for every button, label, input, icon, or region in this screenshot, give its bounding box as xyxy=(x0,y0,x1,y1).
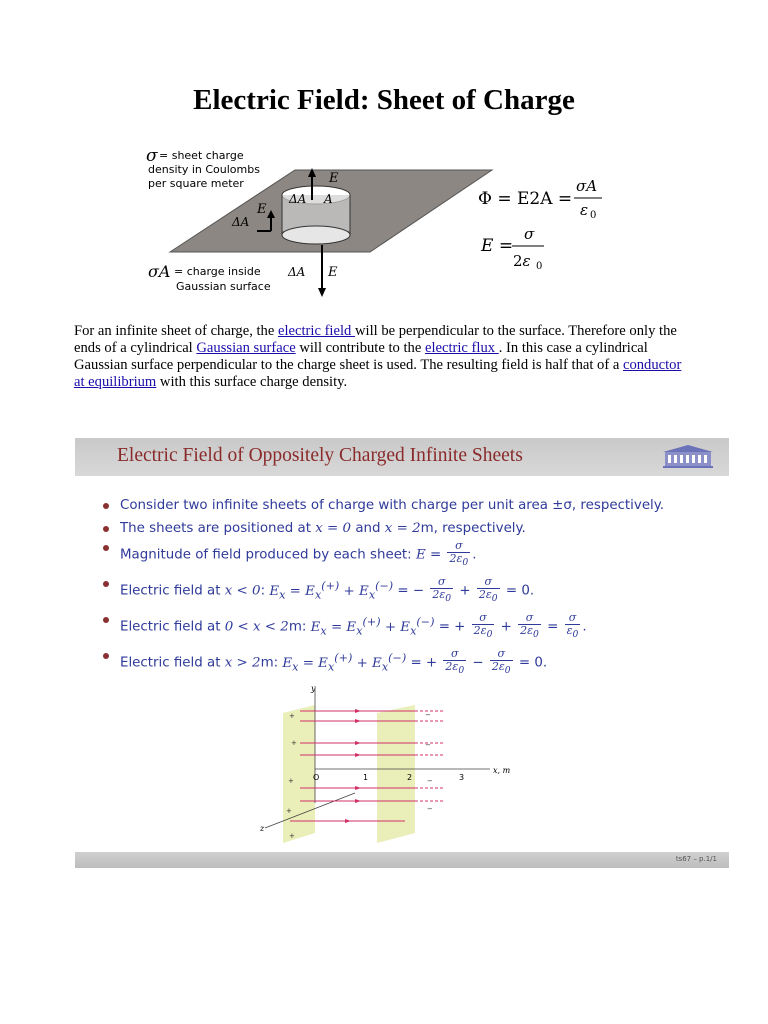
svg-text:−: − xyxy=(425,741,431,749)
cylinder-bottom xyxy=(282,226,350,244)
svg-text:2ε: 2ε xyxy=(513,252,531,270)
flux-equation: Φ = E2A = xyxy=(478,189,573,209)
svg-text:σ: σ xyxy=(524,225,535,243)
bullet-3: Magnitude of field produced by each sheet: E = $\frac{\sigma}{2\varepsilon_0}$ . xyxy=(120,539,477,569)
positive-sheet xyxy=(283,705,315,843)
svg-text:Gaussian surface: Gaussian surface xyxy=(176,280,271,293)
svg-text:ΔA: ΔA xyxy=(289,192,307,206)
svg-text:ΔA: ΔA xyxy=(232,215,250,229)
slide-page-number: ts67 – p.1/1 xyxy=(675,855,717,863)
svg-text:σA: σA xyxy=(576,177,598,195)
embedded-slide xyxy=(75,438,729,868)
svg-text:ΔA: ΔA xyxy=(288,265,306,279)
bullet-6: Electric field at x > 2m: $E_x = E_x^{(+)} + E_x^{(-)}$ = + $\frac{\sigma}{2\varepsilon_0}$ − $\frac{\sigma}{2\varepsilon_0}$ = 0. xyxy=(120,647,548,677)
svg-text:+: + xyxy=(289,832,295,840)
svg-text:σA: σA xyxy=(148,262,171,281)
svg-text:E: E xyxy=(329,171,339,186)
svg-text:x, m: x, m xyxy=(493,766,511,775)
svg-text:1: 1 xyxy=(363,773,369,782)
electric-field-link[interactable]: electric field xyxy=(277,323,355,339)
svg-text:3: 3 xyxy=(459,773,465,782)
svg-text:+: + xyxy=(288,777,294,785)
svg-text:per square meter: per square meter xyxy=(148,177,244,190)
slide-footer xyxy=(75,852,729,868)
page-title: Electric Field: Sheet of Charge xyxy=(193,84,575,116)
svg-text:density in Coulombs: density in Coulombs xyxy=(148,163,260,176)
svg-text:σ: σ xyxy=(146,146,158,166)
bullet-1: Consider two infinite sheets of charge with charge per unit area ±σ, respectively. xyxy=(120,498,665,513)
svg-text:0: 0 xyxy=(536,261,543,272)
building-logo-icon xyxy=(661,442,715,470)
svg-text:z: z xyxy=(260,824,265,833)
sigmaA-definition: = charge inside xyxy=(174,265,261,278)
svg-text:+: + xyxy=(291,739,297,747)
bullet-5: Electric field at 0 < x < 2m: $E_x = E_x^{(+)} + E_x^{(-)}$ = + $\frac{\sigma}{2\varepsilon_0}$ + $\frac{\sigma}{2\varepsilon_0}$ = $\frac{\sigma}{\varepsilon_0}$ . xyxy=(120,611,587,641)
svg-text:y: y xyxy=(311,684,316,693)
svg-text:−: − xyxy=(425,711,431,719)
bullet-2: The sheets are positioned at x = 0 and x = 2m, respectively. xyxy=(120,521,526,536)
two-sheets-figure xyxy=(255,683,525,848)
electric-flux-link[interactable]: electric flux xyxy=(424,340,499,356)
svg-text:−: − xyxy=(427,777,433,785)
field-equation: E = xyxy=(481,236,514,256)
slide-title: Electric Field of Oppositely Charged Infinite Sheets xyxy=(117,445,523,466)
svg-text:2: 2 xyxy=(407,773,413,782)
svg-text:A: A xyxy=(324,192,333,206)
svg-text:0: 0 xyxy=(590,210,597,221)
svg-text:E: E xyxy=(328,265,338,280)
svg-text:ε: ε xyxy=(580,201,589,219)
explanation-paragraph: For an infinite sheet of charge, the electric field will be perpendicular to the surface. Therefore only the ends of a cylindrical Gaussian surface will contribute to the electric flux . In this case a cylindrical Gaussian surface perpendicular to the charge sheet is used. The resulting field is half that of a conductor at equilibrium with this surface charge density. xyxy=(74,323,682,390)
svg-text:O: O xyxy=(313,773,320,782)
svg-text:+: + xyxy=(286,807,292,815)
sigma-definition: = sheet charge xyxy=(159,149,244,162)
conductor-equilibrium-link[interactable]: conductor at equilibrium xyxy=(74,357,682,390)
svg-text:−: − xyxy=(427,805,433,813)
sheet-charge-figure xyxy=(140,140,620,305)
gaussian-surface-link[interactable]: Gaussian surface xyxy=(196,340,296,356)
slide-header xyxy=(75,438,729,476)
bullet-4: Electric field at x < 0: $E_x = E_x^{(+)} + E_x^{(-)}$ = − $\frac{\sigma}{2\varepsilon_0}$ + $\frac{\sigma}{2\varepsilon_0}$ = 0. xyxy=(120,575,535,605)
svg-text:+: + xyxy=(289,712,295,720)
svg-text:E: E xyxy=(257,202,267,217)
